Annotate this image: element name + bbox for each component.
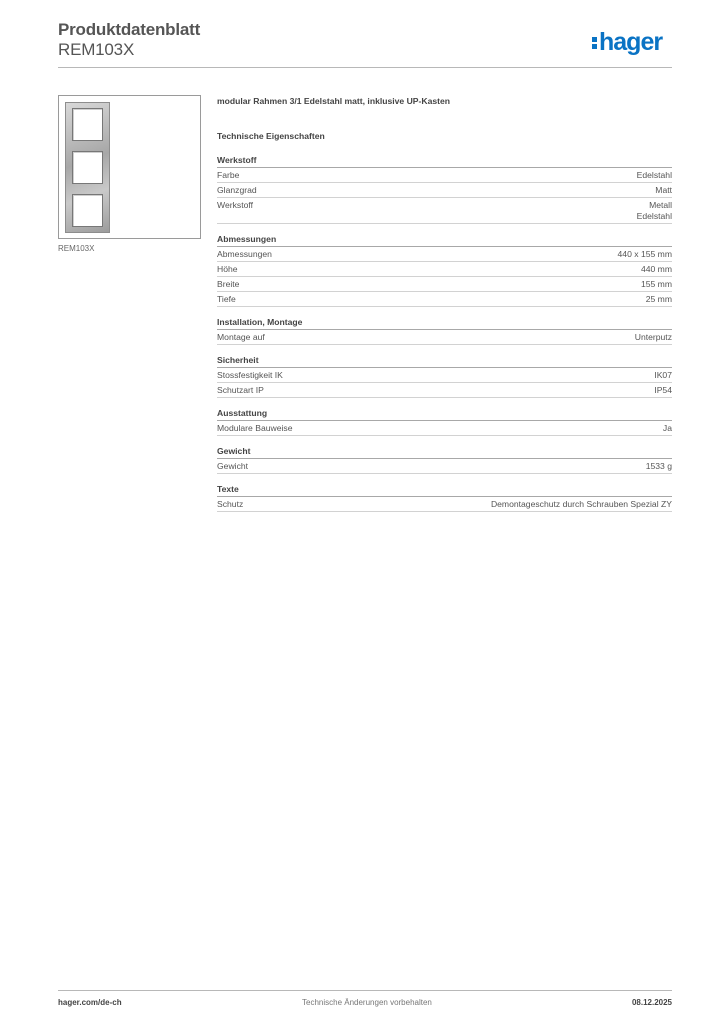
property-row (217, 292, 672, 307)
property-row (217, 383, 672, 398)
property-label: Stossfestigkeit IK (217, 370, 283, 380)
property-value-line: 25 mm (645, 294, 672, 304)
property-value-line: Edelstahl (636, 211, 672, 221)
property-row (217, 368, 672, 383)
product-code: REM103X (58, 40, 135, 59)
property-label: Glanzgrad (217, 185, 257, 195)
property-label: Abmessungen (217, 249, 272, 259)
footer-website[interactable]: hager.com/de-ch (58, 998, 122, 1007)
property-value-line: IK07 (654, 370, 672, 380)
property-value (618, 249, 672, 260)
property-section (217, 484, 672, 512)
property-label: Tiefe (217, 294, 236, 304)
property-section (217, 317, 672, 345)
property-row (217, 247, 672, 262)
property-value (654, 370, 672, 381)
section-title: Installation, Montage (217, 317, 672, 330)
property-section (217, 234, 672, 307)
property-value (654, 385, 672, 396)
property-row (217, 168, 672, 183)
property-value (646, 294, 672, 305)
property-value (635, 332, 672, 343)
logo-dots-icon (592, 37, 597, 49)
property-row (217, 198, 672, 224)
frame-opening-bottom (72, 194, 103, 227)
product-description: modular Rahmen 3/1 Edelstahl matt, inklusive UP-Kasten (217, 96, 451, 106)
property-label: Schutz (217, 499, 244, 509)
product-image (58, 95, 201, 239)
section-title: Gewicht (217, 446, 672, 459)
property-row (217, 421, 672, 436)
property-label: Farbe (217, 170, 240, 180)
property-value (491, 499, 672, 510)
property-value (655, 185, 672, 196)
property-value-line: IP54 (654, 385, 672, 395)
section-title: Werkstoff (217, 155, 672, 168)
footer-divider (58, 990, 672, 991)
property-value-line: Demontageschutz durch Schrauben Spezial ZY (490, 499, 672, 509)
property-label: Montage auf (217, 332, 265, 342)
section-title: Sicherheit (217, 355, 672, 368)
property-value (646, 461, 672, 472)
property-sections (217, 155, 672, 512)
property-label: Werkstoff (217, 200, 253, 210)
header-divider (58, 67, 672, 68)
property-row (217, 183, 672, 198)
property-section (217, 355, 672, 398)
property-label: Modulare Bauweise (217, 423, 293, 433)
frame-opening-top (72, 108, 103, 141)
property-section (217, 408, 672, 436)
footer-date: 08.12.2025 (631, 998, 672, 1007)
property-value (641, 264, 672, 275)
property-value-line: Edelstahl (636, 170, 672, 180)
page-title: Produktdatenblatt (58, 20, 201, 39)
property-value (641, 279, 672, 290)
logo-text: hager (599, 28, 663, 56)
section-title: Abmessungen (217, 234, 672, 247)
footer-disclaimer: Technische Änderungen vorbehalten (302, 998, 432, 1007)
property-row (217, 277, 672, 292)
property-section (217, 155, 672, 224)
technical-properties-heading: Technische Eigenschaften (217, 131, 325, 141)
property-value (637, 200, 672, 222)
property-value-line: 440 mm (640, 264, 672, 274)
section-title: Texte (217, 484, 672, 497)
product-details (217, 96, 672, 522)
property-row (217, 262, 672, 277)
property-label: Höhe (217, 264, 238, 274)
property-label: Breite (217, 279, 240, 289)
property-label: Schutzart IP (217, 385, 264, 395)
property-section (217, 446, 672, 474)
property-row (217, 497, 672, 512)
property-value-line: 440 x 155 mm (617, 249, 672, 259)
property-value (637, 170, 672, 181)
section-title: Ausstattung (217, 408, 672, 421)
frame-opening-middle (72, 151, 103, 184)
image-caption: REM103X (58, 244, 95, 253)
property-value-line: Matt (655, 185, 672, 195)
property-value-line: Metall (649, 200, 672, 210)
property-value (663, 423, 672, 434)
property-value-line: 1533 g (645, 461, 672, 471)
property-value-line: 155 mm (640, 279, 672, 289)
hager-logo (592, 28, 662, 56)
property-label: Gewicht (217, 461, 249, 471)
property-value-line: Unterputz (634, 332, 672, 342)
property-value-line: Ja (662, 423, 672, 433)
property-row (217, 330, 672, 345)
frame-plate (65, 102, 110, 233)
property-row (217, 459, 672, 474)
